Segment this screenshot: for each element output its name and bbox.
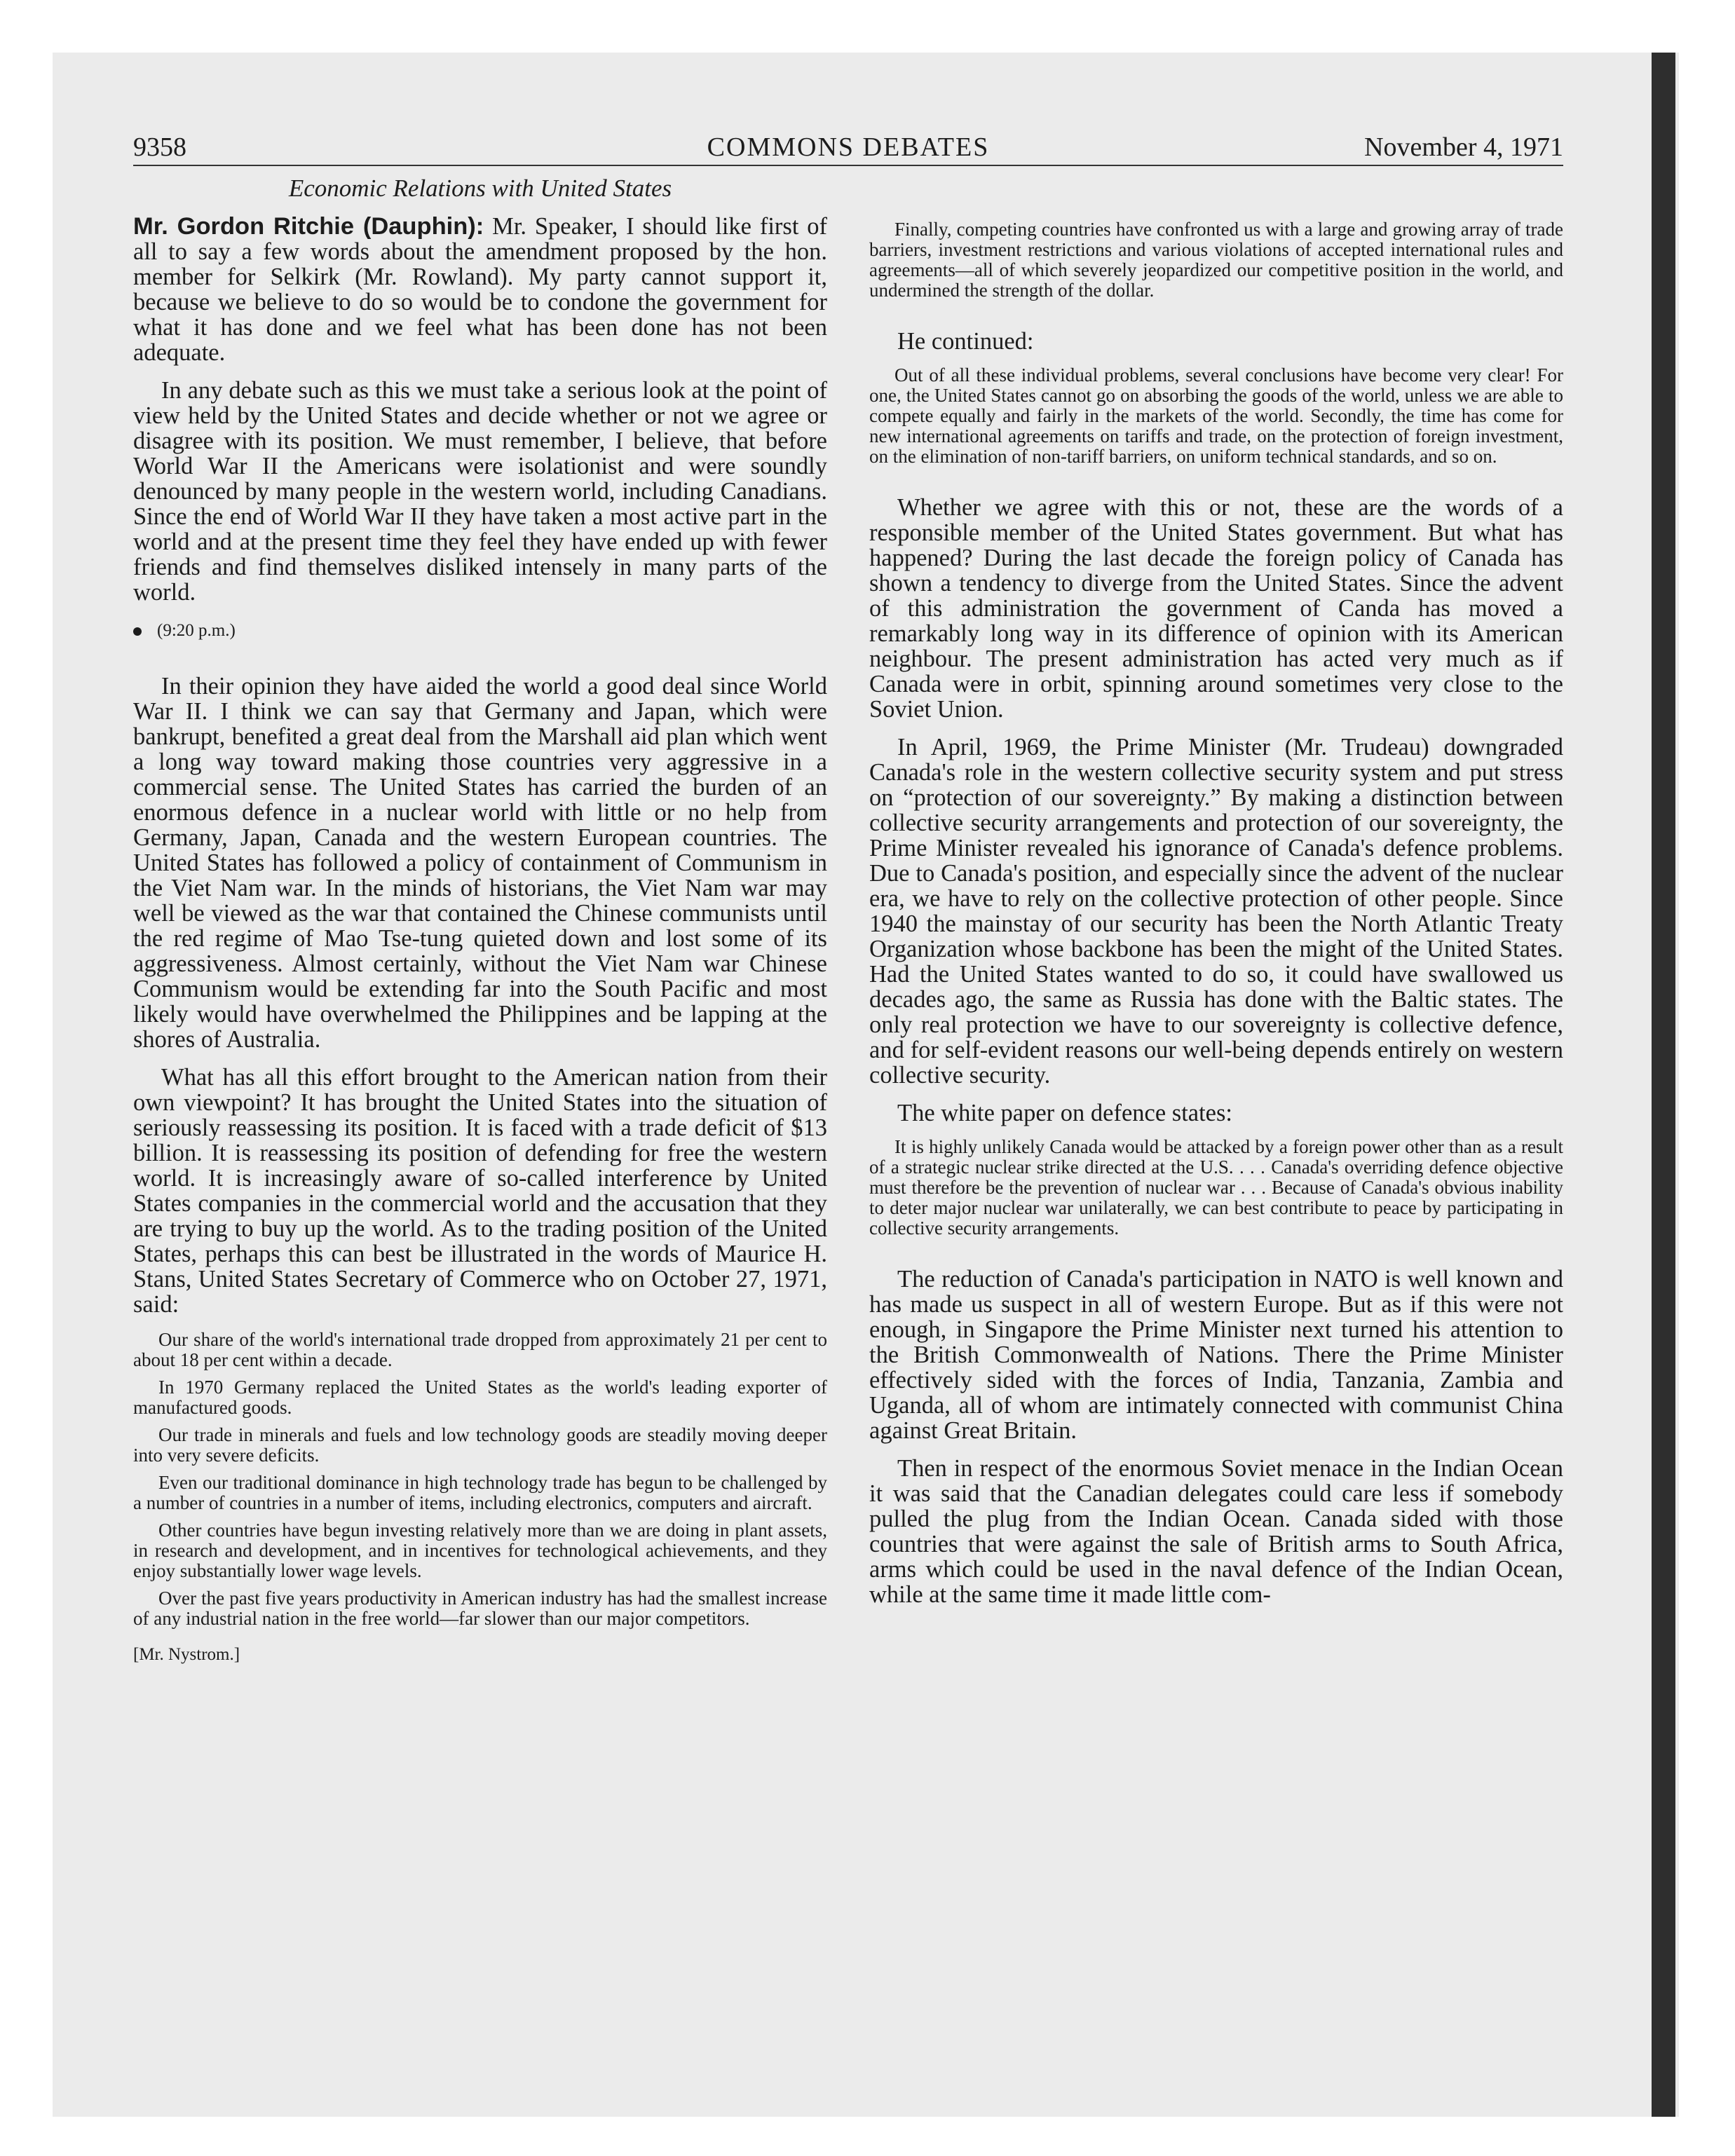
- paragraph-6: In April, 1969, the Prime Minister (Mr. Trudeau) downgraded Canada's role in the western collective security system and put stress on “protection of our sovereignty.” By making a distinction between collective security arrangements and protection of our sovereignty, the Prime Minister revealed his ignorance of Canada's defence problems. Due to Canada's position, and especially since the advent of the nuclear era, we have to rely on the collective protection of other people. Since 1940 the mainstay of our security has been the North Atlantic Treaty Organization whose backbone has been the might of the United States. Had the United States wanted to do so, it could have swallowed us decades ago, the same as Russia has done with the Baltic states. The only real protection we have to our sovereignty is collective defence, and for self-evident reasons our well-being depends entirely on western collective security.: [869, 734, 1563, 1089]
- paragraph-4: What has all this effort brought to the American nation from their own viewpoint? It has brought the United States into the situation of seriously reassessing its position. It is faced with a trade deficit of $13 billion. It is reassessing its position of defending for free the western world. It is increasingly aware of so-called interference by United States companies in the commercial world and the accusation that they are trying to buy up the world. As to the trading position of the United States, perhaps this can best be illustrated in the words of Maurice H. Stans, United States Secretary of Commerce who on October 27, 1971, said:: [133, 1064, 827, 1318]
- hansard-page: [133, 130, 1563, 1665]
- lead-in-1: He continued:: [897, 328, 1034, 355]
- paragraph-3: In their opinion they have aided the world a good deal since World War II. I think we can say that Germany and Japan, which were bankrupt, benefited a great deal from the Marshall aid plan which went a long way toward making those countries very aggressive in a commercial sense. The United States has carried the burden of an enormous defence in a nuclear world with little or no help from Germany, Japan, Canada and the western European countries. The United States has followed a policy of containment of Communism in the Viet Nam war. In the minds of historians, the Viet Nam war may well be viewed as the war that contained the Chinese communists until the red regime of Mao Tse-tung quieted down and lost some of its aggressiveness. Almost certainly, without the Viet Nam war Chinese Communism would be extending far into the South Pacific and most likely would have overwhelmed the Philippines and be lapping at the shores of Australia.: [133, 673, 827, 1053]
- quotation-4: Even our traditional dominance in high technology trade has begun to be challenged by a number of countries in a number of items, including electronics, computers and aircraft.: [133, 1472, 827, 1513]
- bullet-icon: [133, 627, 142, 636]
- page-number: 9358: [133, 132, 186, 162]
- paragraph-5: Whether we agree with this or not, these are the words of a responsible member of the United States government. But what has happened? During the last decade the foreign policy of Canada has shown a tendency to diverge from the United States. Since the advent of this administration the government of Canda has moved a remarkably long way in its difference of opinion with its American neighbour. The present administration has acted very much as if Canada were in orbit, spinning around sometimes very close to the Soviet Union.: [869, 494, 1563, 723]
- two-column-body: [133, 172, 1563, 1665]
- page-header: [133, 130, 1563, 166]
- speaker-attribution: [Mr. Nystrom.]: [133, 1645, 240, 1664]
- quotation-6: Over the past five years productivity in American industry has had the smallest increase of any industrial nation in the free world—far slower than our major competitors.: [133, 1588, 827, 1629]
- section-heading: Economic Relations with United States: [288, 175, 672, 202]
- quotation-3: Our trade in minerals and fuels and low technology goods are steadily moving deeper into very severe deficits.: [133, 1424, 827, 1466]
- publication-title: COMMONS DEBATES: [707, 132, 990, 162]
- speaker-name: Mr. Gordon Ritchie (Dauphin):: [133, 213, 484, 240]
- paragraph-2: In any debate such as this we must take a serious look at the point of view held by the United States and decide whether or not we agree or disagree with its position. We must remember, I believe, that before World War II the Americans were isolationist and were soundly denounced by many people in the western world, including Canadians. Since the end of World War II they have taken a most active part in the world and at the present time they feel they have ended up with fewer friends and find themselves disliked intensely in many parts of the world.: [133, 377, 827, 606]
- timestamp-text: (9:20 p.m.): [157, 621, 236, 640]
- left-column: [133, 172, 827, 1665]
- paragraph-1-text: Mr. Speaker, I should like first of all to say a few words about the amendment proposed by the hon. member for Selkirk (Mr. Rowland). My party cannot support it, because we believe to do so would be to condone the government for what it has done and we feel what has been done has not been adequate.: [133, 213, 827, 366]
- lead-in-2: The white paper on defence states:: [897, 1100, 1232, 1126]
- quotation-9: It is highly unlikely Canada would be attacked by a foreign power other than as a result of a strategic nuclear strike directed at the U.S. . . . Canada's overriding defence objective must therefore be the prevention of nuclear war . . . Because of Canada's obvious inability to deter major nuclear war unilaterally, we can best contribute to peace by participating in collective security arrangements.: [869, 1136, 1563, 1239]
- timestamp: [133, 620, 827, 641]
- quotation-2: In 1970 Germany replaced the United States as the world's leading exporter of manufactured goods.: [133, 1377, 827, 1418]
- quotation-7: Finally, competing countries have confronted us with a large and growing array of trade barriers, investment restrictions and various violations of accepted international rules and agreements—all of which severely jeopardized our competitive position in the world, and undermined the strength of the dollar.: [869, 219, 1563, 301]
- page-date: November 4, 1971: [1364, 132, 1563, 162]
- right-column: [869, 219, 1563, 1665]
- quotation-5: Other countries have begun investing relatively more than we are doing in plant assets, in research and development, and in incentives for technological achievements, and they enjoy substantially lower wage levels.: [133, 1520, 827, 1581]
- scan-edge-shadow: [1652, 53, 1675, 2117]
- paragraph-7: The reduction of Canada's participation in NATO is well known and has made us suspect in all of western Europe. But as if this were not enough, in Singapore the Prime Minister next turned his attention to the British Commonwealth of Nations. There the Prime Minister effectively sided with the forces of India, Tanzania, Zambia and Uganda, all of whom are intimately connected with communist China against Great Britain.: [869, 1266, 1563, 1444]
- quotation-8: Out of all these individual problems, several conclusions have become very clear! For one, the United States cannot go on absorbing the goods of the world, unless we are able to compete equally and fairly in the markets of the world. Secondly, the time has come for new international agreements on tariffs and trade, on the protection of foreign investment, on the elimination of non-tariff barriers, on uniform technical standards, and so on.: [869, 364, 1563, 467]
- paragraph-8: Then in respect of the enormous Soviet menace in the Indian Ocean it was said that the Canadian delegates could care less if somebody pulled the plug from the Indian Ocean. Canada sided with those countries that were against the sale of British arms to South Africa, arms which could be used in the naval defence of the Indian Ocean, while at the same time it made little com-: [869, 1455, 1563, 1608]
- quotation-1: Our share of the world's international trade dropped from approximately 21 per cent to about 18 per cent within a decade.: [133, 1329, 827, 1370]
- paragraph-1: [133, 214, 827, 365]
